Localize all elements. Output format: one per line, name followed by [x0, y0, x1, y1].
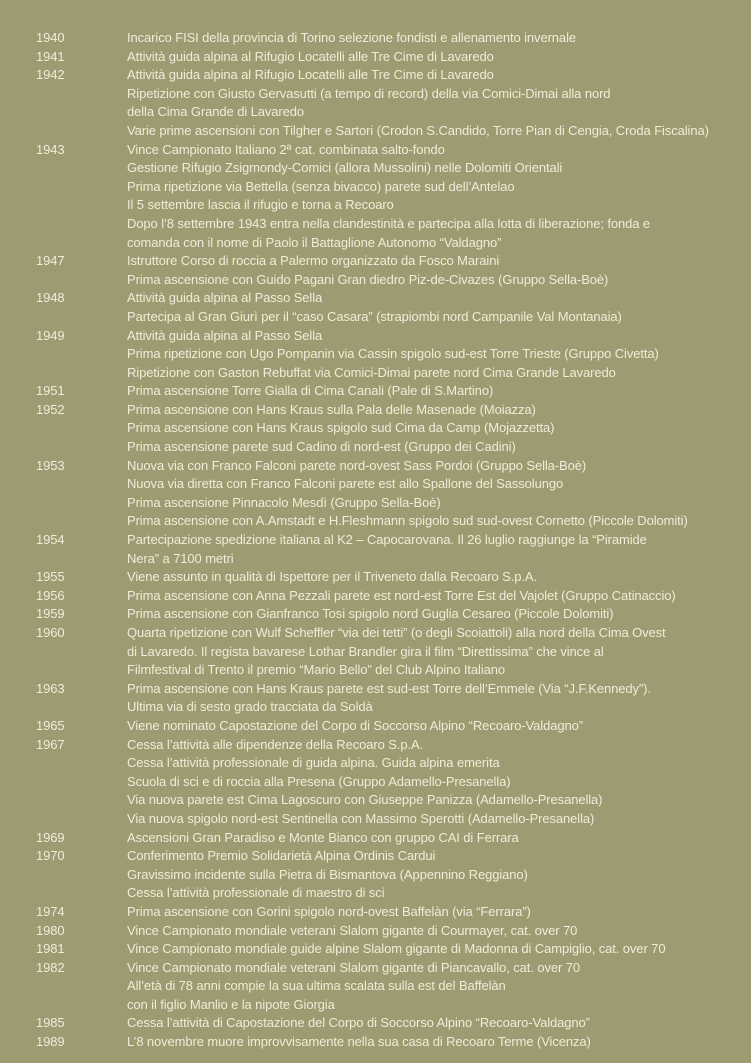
entry-text: Prima ascensione con Guido Pagani Gran diedro Piz-de-Civazes (Gruppo Sella-Boè): [127, 271, 609, 287]
timeline-row: [36, 364, 751, 383]
timeline-row: [36, 940, 751, 959]
entry-year: 1949: [36, 327, 65, 343]
timeline-row: [36, 996, 751, 1015]
timeline-row: [36, 122, 751, 141]
timeline-row: [36, 271, 751, 290]
timeline-row: [36, 847, 751, 866]
timeline-row: [36, 66, 751, 85]
entry-year: 1955: [36, 569, 65, 585]
timeline-row: [36, 643, 751, 662]
timeline-row: [36, 475, 751, 494]
entry-text: Incarico FISI della provincia di Torino selezione fondisti e allenamento invernale: [127, 30, 576, 45]
entry-year: 1980: [36, 922, 65, 938]
entry-text: Prima ascensione con A.Amstadt e H.Fleshmann spigolo sud sud-ovest Cornetto (Piccole Dolomiti): [127, 513, 688, 529]
entry-text: Ascensioni Gran Paradiso e Monte Bianco con gruppo CAI di Ferrara: [127, 829, 519, 845]
timeline-row: [36, 977, 751, 996]
entry-text: Nera” a 7100 metri: [127, 550, 234, 566]
entry-year: 1960: [36, 625, 65, 640]
entry-year: 1981: [36, 941, 65, 957]
entry-year: 1959: [36, 606, 65, 622]
entry-text: Vince Campionato mondiale guide alpine Slalom gigante di Madonna di Campiglio, cat. over 70: [127, 941, 666, 957]
entry-text: Prima ascensione con Anna Pezzali parete est nord-est Torre Est del Vajolet (Gruppo Catinaccio): [127, 587, 676, 603]
timeline-row: [36, 345, 751, 364]
timeline-row: [36, 680, 751, 699]
entry-text: Via nuova parete est Cima Lagoscuro con Giuseppe Panizza (Adamello-Presanella): [127, 792, 603, 808]
entry-text: Cessa l’attività professionale di guida alpina. Guida alpina emerita: [127, 755, 500, 771]
entry-text: Prima ripetizione via Bettella (senza bivacco) parete sud dell’Antelao: [127, 178, 515, 194]
timeline-row: [36, 1014, 751, 1033]
entry-text: Via nuova spigolo nord-est Sentinella con Massimo Sperotti (Adamello-Presanella): [127, 810, 595, 826]
entry-text: Prima ascensione con Hans Kraus parete est sud-est Torre dell’Emmele (Via “J.F.Kennedy”).: [127, 680, 651, 696]
entry-year: 1974: [36, 903, 65, 919]
timeline-row: [36, 512, 751, 531]
entry-text: Cessa l’attività alle dipendenze della Recoaro S.p.A.: [127, 736, 424, 752]
timeline-row: [36, 159, 751, 178]
timeline-row: [36, 922, 751, 941]
entry-year: 1956: [36, 587, 65, 603]
timeline-row: [36, 457, 751, 476]
timeline-row: [36, 903, 751, 922]
timeline: [36, 29, 751, 1052]
timeline-row: [36, 717, 751, 736]
entry-text: Prima ascensione Torre Gialla di Cima Canali (Pale di S.Martino): [127, 383, 494, 399]
entry-text: L’8 novembre muore improvvisamente nella sua casa di Recoaro Terme (Vicenza): [127, 1034, 591, 1050]
timeline-row: [36, 624, 751, 643]
entry-text: Dopo l’8 settembre 1943 entra nella clandestinità e partecipa alla lotta di liberazione; fonda e: [127, 215, 651, 231]
entry-text: Vince Campionato Italiano 2ª cat. combinata salto-fondo: [127, 141, 445, 157]
timeline-row: [36, 866, 751, 885]
entry-year: 1940: [36, 30, 65, 45]
timeline-row: [36, 29, 751, 48]
entry-text: Istruttore Corso di roccia a Palermo organizzato da Fosco Maraini: [127, 253, 500, 269]
entry-text: Conferimento Premio Solidarietà Alpina Ordinis Cardui: [127, 848, 436, 864]
entry-year: 1948: [36, 290, 65, 306]
timeline-row: [36, 810, 751, 829]
entry-year: 1989: [36, 1034, 65, 1050]
entry-text: con il figlio Manlio e la nipote Giorgia: [127, 996, 335, 1012]
timeline-row: [36, 85, 751, 104]
entry-year: 1982: [36, 959, 65, 975]
entry-text: Ultima via di sesto grado tracciata da Soldà: [127, 699, 373, 715]
timeline-row: [36, 736, 751, 755]
entry-text: Partecipa al Gran Giurì per il “caso Casara” (strapiombi nord Campanile Val Montanaia): [127, 308, 622, 324]
entry-text: Gestione Rifugio Zsigmondy-Comici (allora Mussolini) nelle Dolomiti Orientali: [127, 160, 563, 176]
entry-text: Cessa l’attività di Capostazione del Corpo di Soccorso Alpino “Recoaro-Valdagno”: [127, 1015, 590, 1031]
entry-text: Attività guida alpina al Rifugio Locatelli alle Tre Cime di Lavaredo: [127, 67, 494, 83]
entry-year: 1941: [36, 48, 65, 64]
timeline-row: [36, 661, 751, 680]
timeline-row: [36, 829, 751, 848]
entry-text: Viene assunto in qualità di Ispettore per il Triveneto dalla Recoaro S.p.A.: [127, 569, 537, 585]
entry-text: Gravissimo incidente sulla Pietra di Bismantova (Appennino Reggiano): [127, 866, 528, 882]
entry-text: di Lavaredo. Il regista bavarese Lothar Brandler gira il film “Direttissima” che vince al: [127, 643, 604, 659]
timeline-row: [36, 568, 751, 587]
timeline-row: [36, 605, 751, 624]
timeline-row: [36, 103, 751, 122]
timeline-row: [36, 196, 751, 215]
entry-text: Viene nominato Capostazione del Corpo di Soccorso Alpino “Recoaro-Valdagno”: [127, 717, 583, 733]
entry-text: Ripetizione con Gaston Rebuffat via Comici-Dimai parete nord Cima Grande Lavaredo: [127, 364, 616, 380]
timeline-row: [36, 587, 751, 606]
entry-text: Quarta ripetizione con Wulf Scheffler “via dei tetti” (o degli Scoiattoli) alla nord della Cima Ovest: [127, 625, 666, 640]
entry-text: della Cima Grande di Lavaredo: [127, 104, 305, 120]
entry-text: Prima ascensione parete sud Cadino di nord-est (Gruppo dei Cadini): [127, 439, 516, 455]
timeline-row: [36, 382, 751, 401]
entry-text: Prima ascensione Pinnacolo Mesdì (Gruppo Sella-Boè): [127, 494, 441, 510]
entry-text: Partecipazione spedizione italiana al K2 – Capocarovana. Il 26 luglio raggiunge la “Piramide: [127, 532, 647, 548]
timeline-row: [36, 48, 751, 67]
timeline-row: [36, 252, 751, 271]
entry-text: Varie prime ascensioni con Tilgher e Sartori (Crodon S.Candido, Torre Pian di Cengia, Croda Fiscalina): [127, 122, 709, 138]
timeline-row: [36, 1033, 751, 1052]
timeline-row: [36, 289, 751, 308]
entry-text: Prima ripetizione con Ugo Pompanin via Cassin spigolo sud-est Torre Trieste (Gruppo Civetta): [127, 346, 659, 362]
timeline-row: [36, 531, 751, 550]
timeline-row: [36, 884, 751, 903]
entry-year: 1942: [36, 67, 65, 83]
timeline-row: [36, 550, 751, 569]
timeline-row: [36, 308, 751, 327]
entry-year: 1951: [36, 383, 65, 399]
entry-text: Vince Campionato mondiale veterani Slalom gigante di Courmayer, cat. over 70: [127, 922, 578, 938]
entry-text: Nuova via con Franco Falconi parete nord-ovest Sass Pordoi (Gruppo Sella-Boè): [127, 457, 587, 473]
entry-year: 1965: [36, 717, 65, 733]
timeline-row: [36, 178, 751, 197]
timeline-row: [36, 698, 751, 717]
entry-text: Prima ascensione con Hans Kraus spigolo sud Cima da Camp (Mojazzetta): [127, 420, 555, 436]
entry-year: 1953: [36, 457, 65, 473]
entry-text: Il 5 settembre lascia il rifugio e torna a Recoaro: [127, 197, 394, 213]
timeline-row: [36, 141, 751, 160]
timeline-row: [36, 401, 751, 420]
entry-text: comanda con il nome di Paolo il Battaglione Autonomo “Valdagno”: [127, 234, 502, 250]
timeline-row: [36, 773, 751, 792]
timeline-row: [36, 754, 751, 773]
entry-text: Vince Campionato mondiale veterani Slalom gigante di Piancavallo, cat. over 70: [127, 959, 581, 975]
entry-text: Filmfestival di Trento il premio “Mario Bello” del Club Alpino Italiano: [127, 662, 506, 678]
entry-year: 1947: [36, 253, 65, 269]
entry-year: 1952: [36, 401, 65, 417]
entry-text: Attività guida alpina al Rifugio Locatelli alle Tre Cime di Lavaredo: [127, 48, 494, 64]
timeline-row: [36, 791, 751, 810]
entry-year: 1943: [36, 141, 65, 157]
entry-text: Prima ascensione con Gorini spigolo nord-ovest Baffelàn (via “Ferrara”): [127, 903, 531, 919]
timeline-row: [36, 438, 751, 457]
entry-text: Nuova via diretta con Franco Falconi parete est allo Spallone del Sassolungo: [127, 476, 564, 492]
entry-year: 1969: [36, 829, 65, 845]
timeline-row: [36, 327, 751, 346]
timeline-row: [36, 215, 751, 234]
timeline-row: [36, 419, 751, 438]
entry-year: 1954: [36, 532, 65, 548]
timeline-row: [36, 959, 751, 978]
entry-text: Scuola di sci e di roccia alla Presena (Gruppo Adamello-Presanella): [127, 773, 511, 789]
entry-text: Attività guida alpina al Passo Sella: [127, 327, 323, 343]
timeline-row: [36, 494, 751, 513]
entry-text: All’età di 78 anni compie la sua ultima scalata sulla est del Baffelàn: [127, 978, 506, 994]
entry-text: Attività guida alpina al Passo Sella: [127, 290, 323, 306]
entry-text: Prima ascensione con Gianfranco Tosi spigolo nord Guglia Cesareo (Piccole Dolomiti): [127, 606, 614, 622]
entry-text: Ripetizione con Giusto Gervasutti (a tempo di record) della via Comici-Dimai alla nord: [127, 85, 611, 101]
entry-year: 1967: [36, 736, 65, 752]
entry-year: 1970: [36, 848, 65, 864]
entry-year: 1985: [36, 1015, 65, 1031]
timeline-row: [36, 234, 751, 253]
entry-text: Prima ascensione con Hans Kraus sulla Pala delle Masenade (Moiazza): [127, 401, 536, 417]
entry-text: Cessa l’attività professionale di maestro di sci: [127, 885, 385, 901]
entry-year: 1963: [36, 680, 65, 696]
